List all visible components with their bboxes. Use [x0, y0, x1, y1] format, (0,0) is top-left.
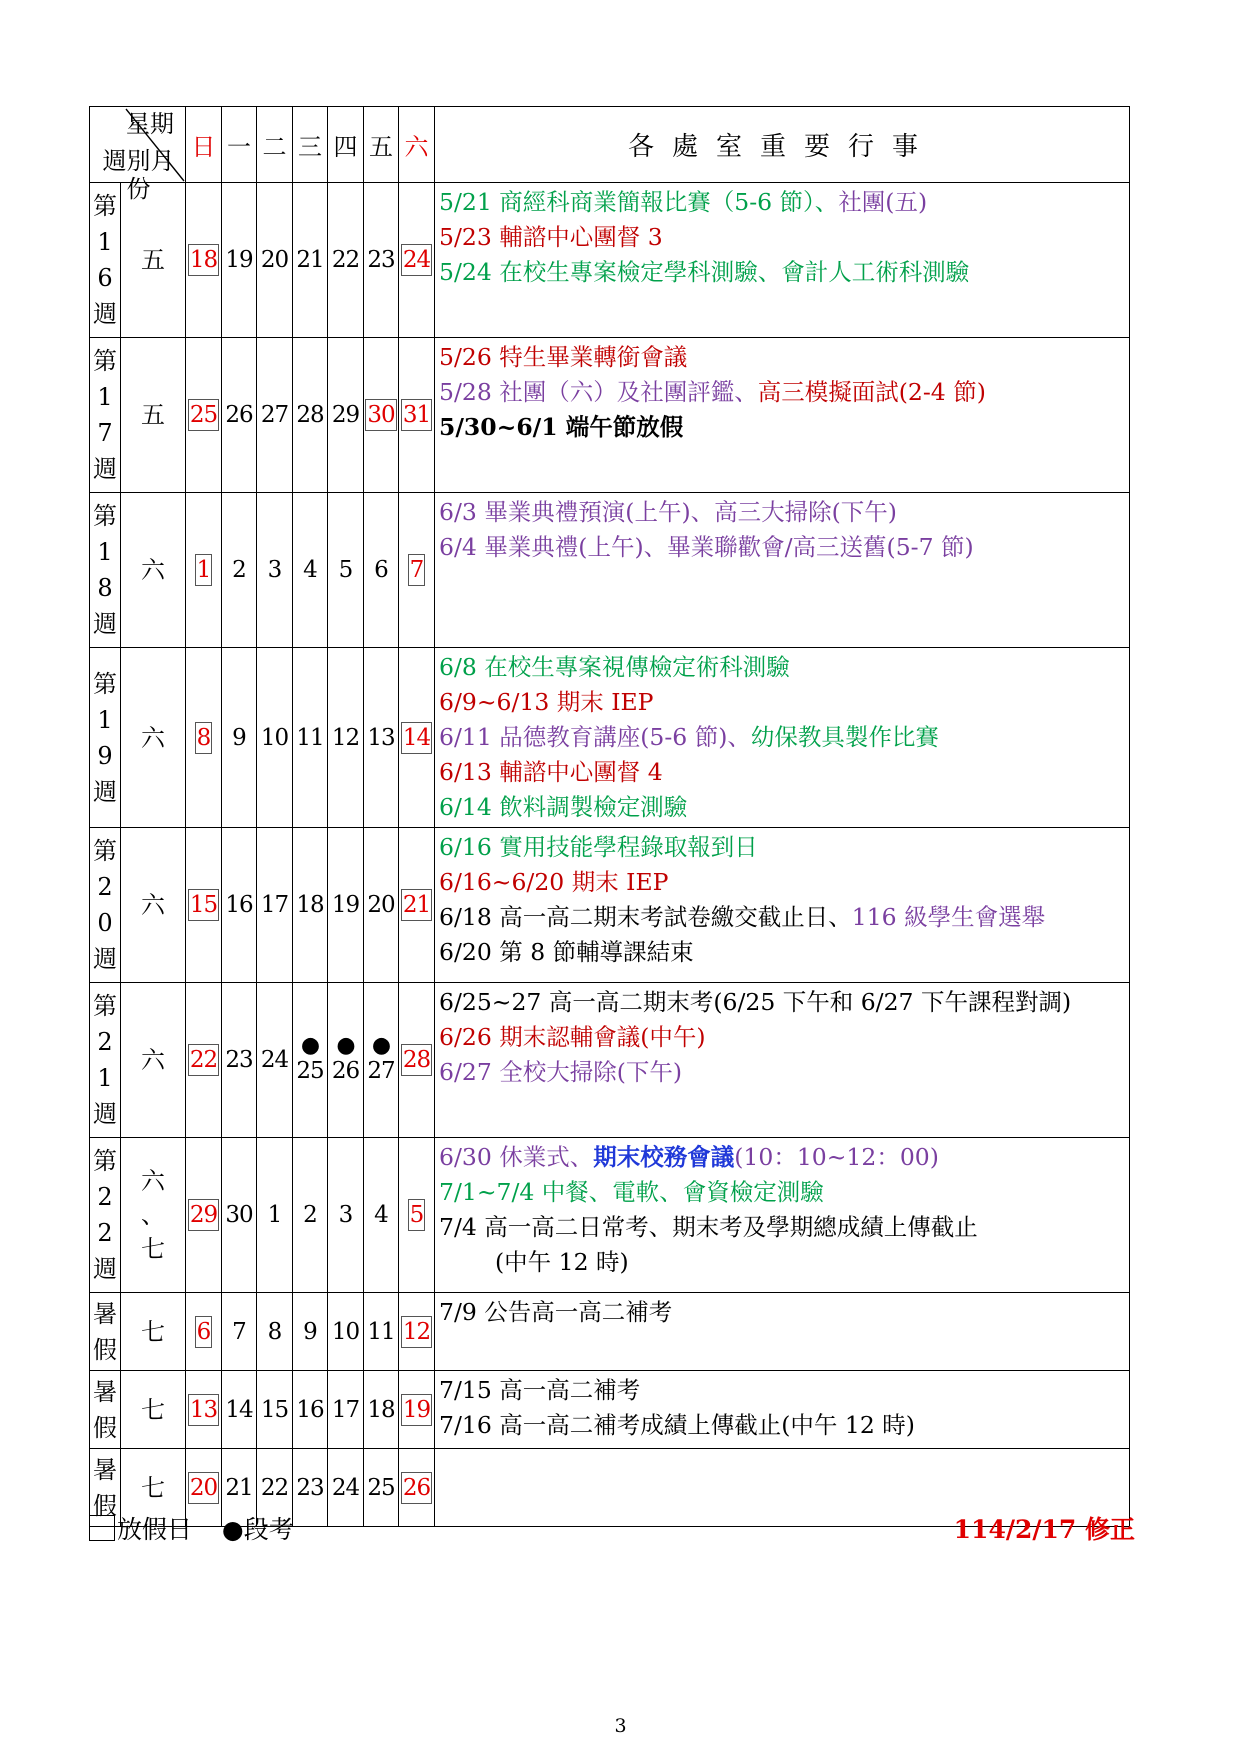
week-label-cell: [90, 338, 121, 493]
holiday-date-number: 29: [188, 1199, 219, 1231]
week-label-char: 2: [97, 1183, 113, 1211]
week-label-char: 假: [93, 1413, 117, 1442]
holiday-date-cell: [186, 828, 222, 983]
event-line: [439, 935, 1125, 970]
event-text: 6/14 飲料調製檢定測驗: [439, 793, 688, 821]
month-char: 六: [141, 1167, 165, 1195]
event-text: 6/16 實用技能學程錄取報到日: [439, 833, 758, 861]
week-label-char: 0: [97, 909, 113, 937]
week-row: [90, 828, 1130, 983]
week-label-cell: [90, 983, 121, 1138]
legend: [89, 1514, 294, 1546]
week-label-char: 假: [93, 1491, 117, 1520]
week-label-char: 2: [97, 1028, 113, 1056]
month-char: 七: [141, 1473, 165, 1502]
date-cell: 19: [222, 183, 257, 338]
week-label-char: 週: [93, 777, 117, 806]
week-label-char: 6: [97, 264, 113, 292]
event-line: [439, 1295, 1125, 1330]
event-line: [439, 1210, 1125, 1245]
event-line: [439, 985, 1125, 1020]
date-cell: 12: [328, 648, 364, 828]
week-label-char: 1: [97, 383, 113, 411]
events-cell: [435, 493, 1130, 648]
holiday-date-number: 26: [401, 1472, 432, 1504]
event-line: [439, 685, 1125, 720]
event-text: 5/21 商經科商業簡報比賽（5-6 節）、: [439, 188, 839, 216]
date-cell: 27: [257, 338, 293, 493]
exam-date-number: 27: [367, 1058, 395, 1084]
event-line: [439, 410, 1125, 445]
date-cell: 14: [222, 1371, 257, 1449]
holiday-date-cell: [399, 338, 435, 493]
month-char: 五: [141, 246, 165, 274]
holiday-date-cell: [186, 493, 222, 648]
holiday-date-cell: [186, 983, 222, 1138]
school-calendar-table: [89, 106, 1130, 1527]
event-line: [439, 340, 1125, 375]
week-label-char: 第: [93, 502, 117, 530]
month-char: 六: [141, 723, 165, 752]
header-day-sun: 日: [186, 107, 222, 183]
week-label-char: 第: [93, 992, 117, 1020]
event-line: [439, 1140, 1125, 1175]
date-cell: 18: [293, 828, 328, 983]
date-cell: 16: [293, 1371, 328, 1449]
holiday-date-cell: [399, 1138, 435, 1293]
week-row: [90, 1371, 1130, 1449]
holiday-date-cell: [399, 983, 435, 1138]
week-label-char: 假: [93, 1335, 117, 1364]
date-cell: 30: [222, 1138, 257, 1293]
header-events-title: 各處室重要行事: [435, 107, 1130, 183]
event-line: [439, 1373, 1125, 1408]
event-text: 6/9~6/13 期末 IEP: [439, 688, 654, 716]
month-char: 七: [141, 1317, 165, 1346]
month-char: 七: [141, 1395, 165, 1424]
week-label-char: 9: [97, 741, 113, 770]
holiday-date-cell: [186, 1138, 222, 1293]
holiday-date-number: 6: [195, 1316, 213, 1348]
month-char: 、: [141, 1201, 165, 1229]
event-line: [439, 755, 1125, 790]
month-cell: [121, 183, 186, 338]
week-label-char: 暑: [93, 1455, 117, 1484]
event-text: 116 級學生會選舉: [851, 903, 1046, 931]
corner-week-month-label: 週別月份: [102, 147, 175, 203]
event-text: 7/1~7/4 中餐、電軟、會資檢定測驗: [439, 1178, 824, 1206]
week-label-char: 第: [93, 347, 117, 375]
date-cell: 11: [364, 1293, 399, 1371]
events-cell: [435, 983, 1130, 1138]
holiday-date-cell: [186, 338, 222, 493]
event-line: [439, 375, 1125, 410]
event-text: 6/26 期末認輔會議(中午): [439, 1023, 706, 1051]
week-label-char: 暑: [93, 1377, 117, 1406]
week-label-char: 1: [97, 705, 113, 734]
header-day-wed: 三: [293, 107, 328, 183]
event-text: (中午 12 時): [495, 1248, 629, 1276]
event-text: 6/16~6/20 期末 IEP: [439, 868, 669, 896]
date-cell: 9: [222, 648, 257, 828]
event-line: [439, 1020, 1125, 1055]
holiday-date-number: 20: [188, 1472, 219, 1504]
week-label-cell: [90, 1371, 121, 1449]
holiday-date-number: 5: [408, 1199, 426, 1231]
week-label-char: 7: [97, 419, 113, 447]
date-cell: 18: [364, 1371, 399, 1449]
event-text: 6/30 休業式、: [439, 1143, 594, 1171]
holiday-date-number: 24: [401, 244, 432, 276]
calendar-body: [90, 183, 1130, 1527]
date-cell: 20: [257, 183, 293, 338]
event-text: 6/18 高一高二期末考試卷繳交截止日、: [439, 903, 852, 931]
holiday-date-cell: [186, 1371, 222, 1449]
holiday-date-number: 30: [365, 399, 396, 431]
page-number: 3: [614, 1715, 627, 1737]
event-text: 5/30~6/1 端午節放假: [439, 413, 684, 441]
week-label-cell: [90, 648, 121, 828]
event-text: 7/9 公告高一高二補考: [439, 1298, 673, 1326]
week-label-cell: [90, 493, 121, 648]
week-label-char: 週: [93, 610, 117, 638]
date-cell: 21: [293, 183, 328, 338]
month-cell: [121, 338, 186, 493]
month-cell: [121, 828, 186, 983]
events-cell: [435, 1293, 1130, 1371]
event-text: 6/3 畢業典禮預演(上午)、高三大掃除(下午): [439, 498, 897, 526]
date-cell: 24: [328, 1449, 364, 1527]
date-cell: 17: [257, 828, 293, 983]
event-line: [439, 790, 1125, 825]
event-text: 高三模擬面試(2-4 節): [757, 378, 986, 406]
event-text: 期末校務會議: [593, 1143, 735, 1171]
month-cell: [121, 983, 186, 1138]
week-row: [90, 983, 1130, 1138]
header-day-fri: 五: [364, 107, 399, 183]
date-cell: 20: [364, 828, 399, 983]
holiday-date-number: 14: [401, 722, 432, 754]
event-line: [439, 1245, 1125, 1280]
header-day-mon: 一: [222, 107, 257, 183]
week-label-cell: [90, 183, 121, 338]
event-line: [439, 650, 1125, 685]
events-cell: [435, 338, 1130, 493]
holiday-date-number: 8: [195, 722, 213, 754]
holiday-date-cell: [399, 648, 435, 828]
date-cell: 17: [328, 1371, 364, 1449]
event-line: [439, 255, 1125, 290]
event-text: 5/26 特生畢業轉銜會議: [439, 343, 688, 371]
exam-dot-icon: ●: [300, 1033, 320, 1058]
week-label-char: 週: [93, 945, 117, 973]
month-cell: [121, 648, 186, 828]
holiday-date-number: 1: [195, 554, 213, 586]
exam-dot-icon: ●: [221, 1515, 244, 1544]
exam-dot-icon: ●: [336, 1033, 355, 1058]
event-line: [439, 1408, 1125, 1443]
date-cell: 29: [328, 338, 364, 493]
date-cell: 8: [257, 1293, 293, 1371]
holiday-date-number: 15: [188, 889, 219, 921]
week-label-char: 2: [97, 1219, 113, 1247]
event-text: 6/25~27 高一高二期末考(6/25 下午和 6/27 下午課程對調): [439, 988, 1072, 1016]
week-label-char: 週: [93, 300, 117, 328]
event-text: 6/13 輔諮中心團督 4: [439, 758, 663, 786]
date-cell: 21: [222, 1449, 257, 1527]
holiday-date-number: 19: [401, 1394, 432, 1426]
week-row: [90, 648, 1130, 828]
week-label-cell: [90, 828, 121, 983]
legend-exam-label: 段考: [243, 1515, 294, 1544]
date-cell: 2: [293, 1138, 328, 1293]
date-cell: 6: [364, 493, 399, 648]
week-row: [90, 1293, 1130, 1371]
header-row: [90, 107, 1130, 183]
week-label-char: 第: [93, 837, 117, 865]
holiday-date-cell: [186, 1293, 222, 1371]
event-line: [439, 720, 1125, 755]
week-row: [90, 183, 1130, 338]
header-day-sat: 六: [399, 107, 435, 183]
event-text: 6/8 在校生專案視傳檢定術科測驗: [439, 653, 790, 681]
events-cell: [435, 1371, 1130, 1449]
week-row: [90, 338, 1130, 493]
header-day-thu: 四: [328, 107, 364, 183]
date-cell: 28: [293, 338, 328, 493]
event-line: [439, 220, 1125, 255]
month-char: 六: [141, 891, 165, 919]
header-day-tue: 二: [257, 107, 293, 183]
event-line: [439, 495, 1125, 530]
month-char: 六: [141, 1046, 165, 1074]
header-corner-cell: [90, 107, 186, 203]
date-cell: 26: [222, 338, 257, 493]
week-label-cell: [90, 1138, 121, 1293]
month-char: 七: [141, 1235, 165, 1263]
week-label-char: 1: [97, 228, 113, 256]
event-text: 5/28 社團（六）及社團評鑑、: [439, 378, 758, 406]
events-cell: [435, 648, 1130, 828]
week-label-char: 第: [93, 192, 117, 220]
week-row: [90, 1138, 1130, 1293]
week-label-char: 2: [97, 873, 113, 901]
event-text: 7/15 高一高二補考: [439, 1376, 641, 1404]
holiday-date-cell: [399, 493, 435, 648]
month-cell: [121, 1138, 186, 1293]
date-cell: 13: [364, 648, 399, 828]
week-label-char: 第: [93, 1147, 117, 1175]
holiday-date-number: 31: [401, 399, 432, 431]
week-label-char: 第: [93, 669, 117, 698]
date-cell: 3: [328, 1138, 364, 1293]
holiday-date-number: 13: [188, 1394, 219, 1426]
month-char: 五: [141, 401, 165, 429]
date-cell: 3: [257, 493, 293, 648]
event-text: 7/16 高一高二補考成績上傳截止(中午 12 時): [439, 1411, 915, 1439]
week-label-char: 週: [93, 1100, 117, 1128]
week-row: [90, 493, 1130, 648]
legend-holiday-label: 放假日: [117, 1515, 193, 1544]
holiday-date-cell: [399, 1371, 435, 1449]
event-text: 6/11 品德教育講座(5-6 節)、: [439, 723, 751, 751]
date-cell: 4: [293, 493, 328, 648]
event-line: [439, 900, 1125, 935]
holiday-date-cell: [186, 648, 222, 828]
holiday-date-cell: [364, 338, 399, 493]
month-char: 六: [141, 556, 165, 584]
month-cell: [121, 1293, 186, 1371]
exam-dot-icon: ●: [371, 1033, 391, 1058]
date-cell: 11: [293, 648, 328, 828]
holiday-box-icon: [89, 1515, 115, 1541]
date-cell: 10: [257, 648, 293, 828]
event-text: 社團(五): [838, 188, 928, 216]
corner-weekday-label: 星期: [126, 110, 174, 138]
event-line: [439, 1175, 1125, 1210]
holiday-date-cell: [399, 828, 435, 983]
week-label-char: 週: [93, 1255, 117, 1283]
event-line: [439, 865, 1125, 900]
month-cell: [121, 493, 186, 648]
date-cell: 24: [257, 983, 293, 1138]
week-label-char: 週: [93, 455, 117, 483]
holiday-date-cell: [399, 1293, 435, 1371]
date-cell: 23: [364, 183, 399, 338]
date-cell: 4: [364, 1138, 399, 1293]
date-cell: 22: [257, 1449, 293, 1527]
date-cell: 25: [364, 1449, 399, 1527]
event-text: 5/24 在校生專案檢定學科測驗、會計人工術科測驗: [439, 258, 970, 286]
holiday-date-number: 7: [408, 554, 426, 586]
event-line: [439, 530, 1125, 565]
week-label-char: 暑: [93, 1299, 117, 1328]
events-cell: [435, 828, 1130, 983]
holiday-date-cell: [399, 1449, 435, 1527]
date-cell: 1: [257, 1138, 293, 1293]
event-text: 7/4 高一高二日常考、期末考及學期總成績上傳截止: [439, 1213, 978, 1241]
date-cell: 23: [222, 983, 257, 1138]
date-cell: 15: [257, 1371, 293, 1449]
month-cell: [121, 1371, 186, 1449]
week-label-char: 8: [97, 574, 113, 602]
holiday-date-number: 12: [401, 1316, 432, 1348]
event-text: 幼保教具製作比賽: [750, 723, 939, 751]
date-cell: 22: [328, 183, 364, 338]
event-text: 6/4 畢業典禮(上午)、畢業聯歡會/高三送舊(5-7 節): [439, 533, 974, 561]
events-cell: [435, 1138, 1130, 1293]
revision-note: 114/2/17 修正: [953, 1515, 1135, 1544]
week-label-cell: [90, 1293, 121, 1371]
holiday-date-number: 28: [401, 1044, 432, 1076]
event-line: [439, 185, 1125, 220]
date-cell: 5: [328, 493, 364, 648]
event-text: 5/23 輔諮中心團督 3: [439, 223, 663, 251]
date-cell: 7: [222, 1293, 257, 1371]
week-label-char: 1: [97, 538, 113, 566]
event-text: 6/20 第 8 節輔導課結束: [439, 938, 694, 966]
holiday-date-cell: [399, 183, 435, 338]
date-cell: 2: [222, 493, 257, 648]
holiday-date-number: 21: [401, 889, 432, 921]
exam-date-number: 26: [331, 1058, 360, 1084]
event-text: (10：10~12：00): [734, 1143, 939, 1171]
date-cell: 9: [293, 1293, 328, 1371]
event-line: [439, 830, 1125, 865]
event-text: 6/27 全校大掃除(下午): [439, 1058, 683, 1086]
date-cell: 19: [328, 828, 364, 983]
date-cell: 10: [328, 1293, 364, 1371]
exam-date-cell: [328, 983, 364, 1138]
exam-date-cell: [293, 983, 328, 1138]
exam-date-number: 25: [296, 1058, 324, 1084]
date-cell: 16: [222, 828, 257, 983]
events-cell: [435, 183, 1130, 338]
holiday-date-number: 18: [188, 244, 219, 276]
week-label-char: 1: [97, 1064, 113, 1092]
exam-date-cell: [364, 983, 399, 1138]
holiday-date-number: 22: [188, 1044, 219, 1076]
event-line: [439, 1055, 1125, 1090]
holiday-date-number: 25: [188, 399, 219, 431]
date-cell: 23: [293, 1449, 328, 1527]
holiday-date-cell: [186, 183, 222, 338]
